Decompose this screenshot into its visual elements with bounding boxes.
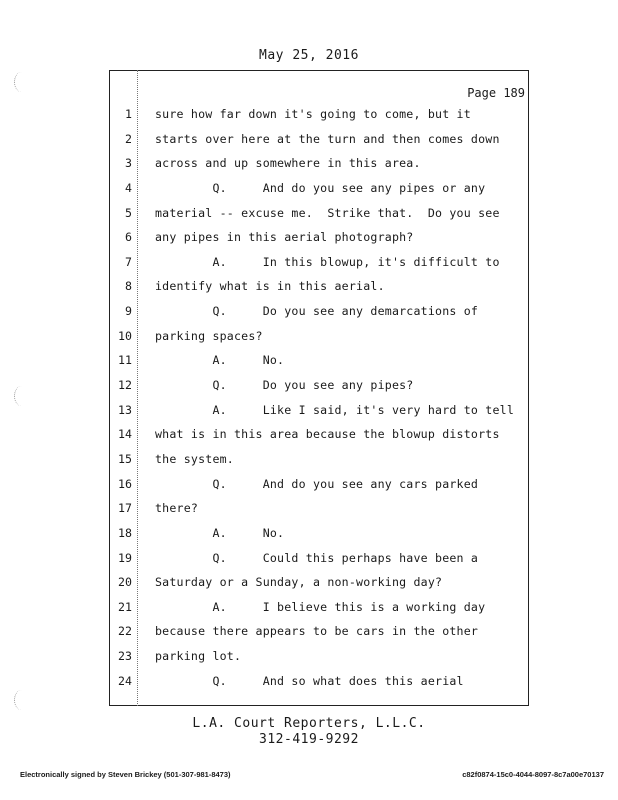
line-text: parking spaces? (155, 328, 263, 343)
line-text: Saturday or a Sunday, a non-working day? (155, 575, 443, 590)
line-number: 17 (118, 501, 132, 516)
line-text: Q. Do you see any pipes? (155, 378, 414, 393)
line-text: A. I believe this is a working day (155, 599, 486, 614)
transcript-line (0, 377, 618, 402)
page-number: Page 189 (467, 86, 525, 100)
transcript-line (0, 402, 618, 427)
line-text: Q. And so what does this aerial (155, 673, 464, 688)
line-text: the system. (155, 451, 234, 466)
line-text: what is in this area because the blowup distorts (155, 427, 500, 442)
transcript-line (0, 303, 618, 328)
line-number: 19 (118, 550, 132, 565)
line-number: 5 (125, 205, 132, 220)
line-text: sure how far down it's going to come, but it (155, 107, 471, 121)
line-text: A. No. (155, 525, 285, 540)
line-text: Q. And do you see any pipes or any (155, 180, 486, 195)
court-reporter-name: L.A. Court Reporters, L.L.C. (192, 716, 426, 731)
line-number: 21 (118, 599, 132, 614)
transcript-line (0, 623, 618, 648)
line-number: 1 (125, 107, 132, 121)
transcript-line (0, 205, 618, 230)
line-number: 3 (125, 156, 132, 171)
line-number: 15 (118, 451, 132, 466)
transcript-line (0, 673, 618, 698)
transcript-line (0, 180, 618, 205)
transcript-line (0, 328, 618, 353)
line-text: there? (155, 501, 199, 516)
transcript-lines (0, 106, 618, 697)
line-number: 16 (118, 476, 132, 491)
transcript-line (0, 599, 618, 624)
transcript-line (0, 155, 618, 180)
punch-hole-mark (14, 690, 29, 710)
line-text: parking lot. (155, 649, 242, 664)
line-text: starts over here at the turn and then comes down (155, 131, 500, 146)
line-number: 2 (125, 131, 132, 146)
line-number: 11 (118, 353, 132, 368)
line-number: 8 (125, 279, 132, 294)
transcript-line (0, 574, 618, 599)
line-text: material -- excuse me. Strike that. Do you see (155, 205, 500, 220)
line-number: 20 (118, 575, 132, 590)
line-text: A. No. (155, 353, 285, 368)
transcript-line (0, 352, 618, 377)
line-text: identify what is in this aerial. (155, 279, 385, 294)
line-text: A. In this blowup, it's difficult to (155, 254, 500, 269)
line-number: 13 (118, 402, 132, 417)
line-number: 18 (118, 525, 132, 540)
transcript-line (0, 229, 618, 254)
line-number: 9 (125, 304, 132, 319)
line-number: 24 (118, 673, 132, 688)
line-number: 12 (118, 378, 132, 393)
line-number: 23 (118, 649, 132, 664)
court-reporter-phone: 312-419-9292 (259, 732, 359, 747)
document-id: c82f0874-15c0-4044-8097-8c7a00e70137 (462, 770, 604, 779)
transcript-line (0, 254, 618, 279)
punch-hole-mark (14, 386, 29, 406)
header-date: May 25, 2016 (259, 48, 359, 63)
line-text: A. Like I said, it's very hard to tell (155, 402, 515, 417)
line-text: Q. Do you see any demarcations of (155, 304, 479, 319)
line-text: across and up somewhere in this area. (155, 156, 421, 171)
electronic-signature: Electronically signed by Steven Brickey (501-307-981-8473) (20, 770, 231, 779)
line-text: because there appears to be cars in the other (155, 624, 479, 639)
transcript-line (0, 525, 618, 550)
transcript-line (0, 648, 618, 673)
line-text: Q. And do you see any cars parked (155, 476, 479, 491)
line-number: 4 (125, 180, 132, 195)
transcript-line (0, 106, 618, 131)
transcript-line (0, 500, 618, 525)
transcript-line (0, 131, 618, 156)
line-number: 14 (118, 427, 132, 442)
transcript-line (0, 451, 618, 476)
transcript-line (0, 476, 618, 501)
line-number: 22 (118, 624, 132, 639)
transcript-line (0, 550, 618, 575)
line-text: Q. Could this perhaps have been a (155, 550, 479, 565)
line-text: any pipes in this aerial photograph? (155, 230, 414, 245)
transcript-line (0, 426, 618, 451)
punch-hole-mark (14, 72, 29, 92)
line-number: 7 (125, 254, 132, 269)
line-number: 10 (118, 328, 132, 343)
line-number: 6 (125, 230, 132, 245)
transcript-line (0, 278, 618, 303)
